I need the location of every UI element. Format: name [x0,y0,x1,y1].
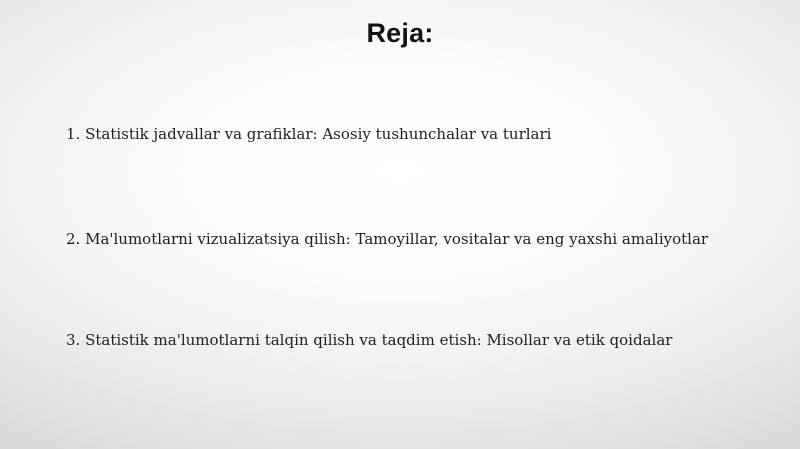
agenda-item-3: 3. Statistik ma'lumotlarni talqin qilish va taqdim etish: Misollar va etik qoidalar [66,331,673,349]
agenda-item-2: 2. Ma'lumotlarni vizualizatsiya qilish: Tamoyillar, vositalar va eng yaxshi amaliyotlar [66,230,709,248]
agenda-item-1: 1. Statistik jadvallar va grafiklar: Asosiy tushunchalar va turlari [66,125,552,143]
slide-title: Reja: [366,18,434,48]
